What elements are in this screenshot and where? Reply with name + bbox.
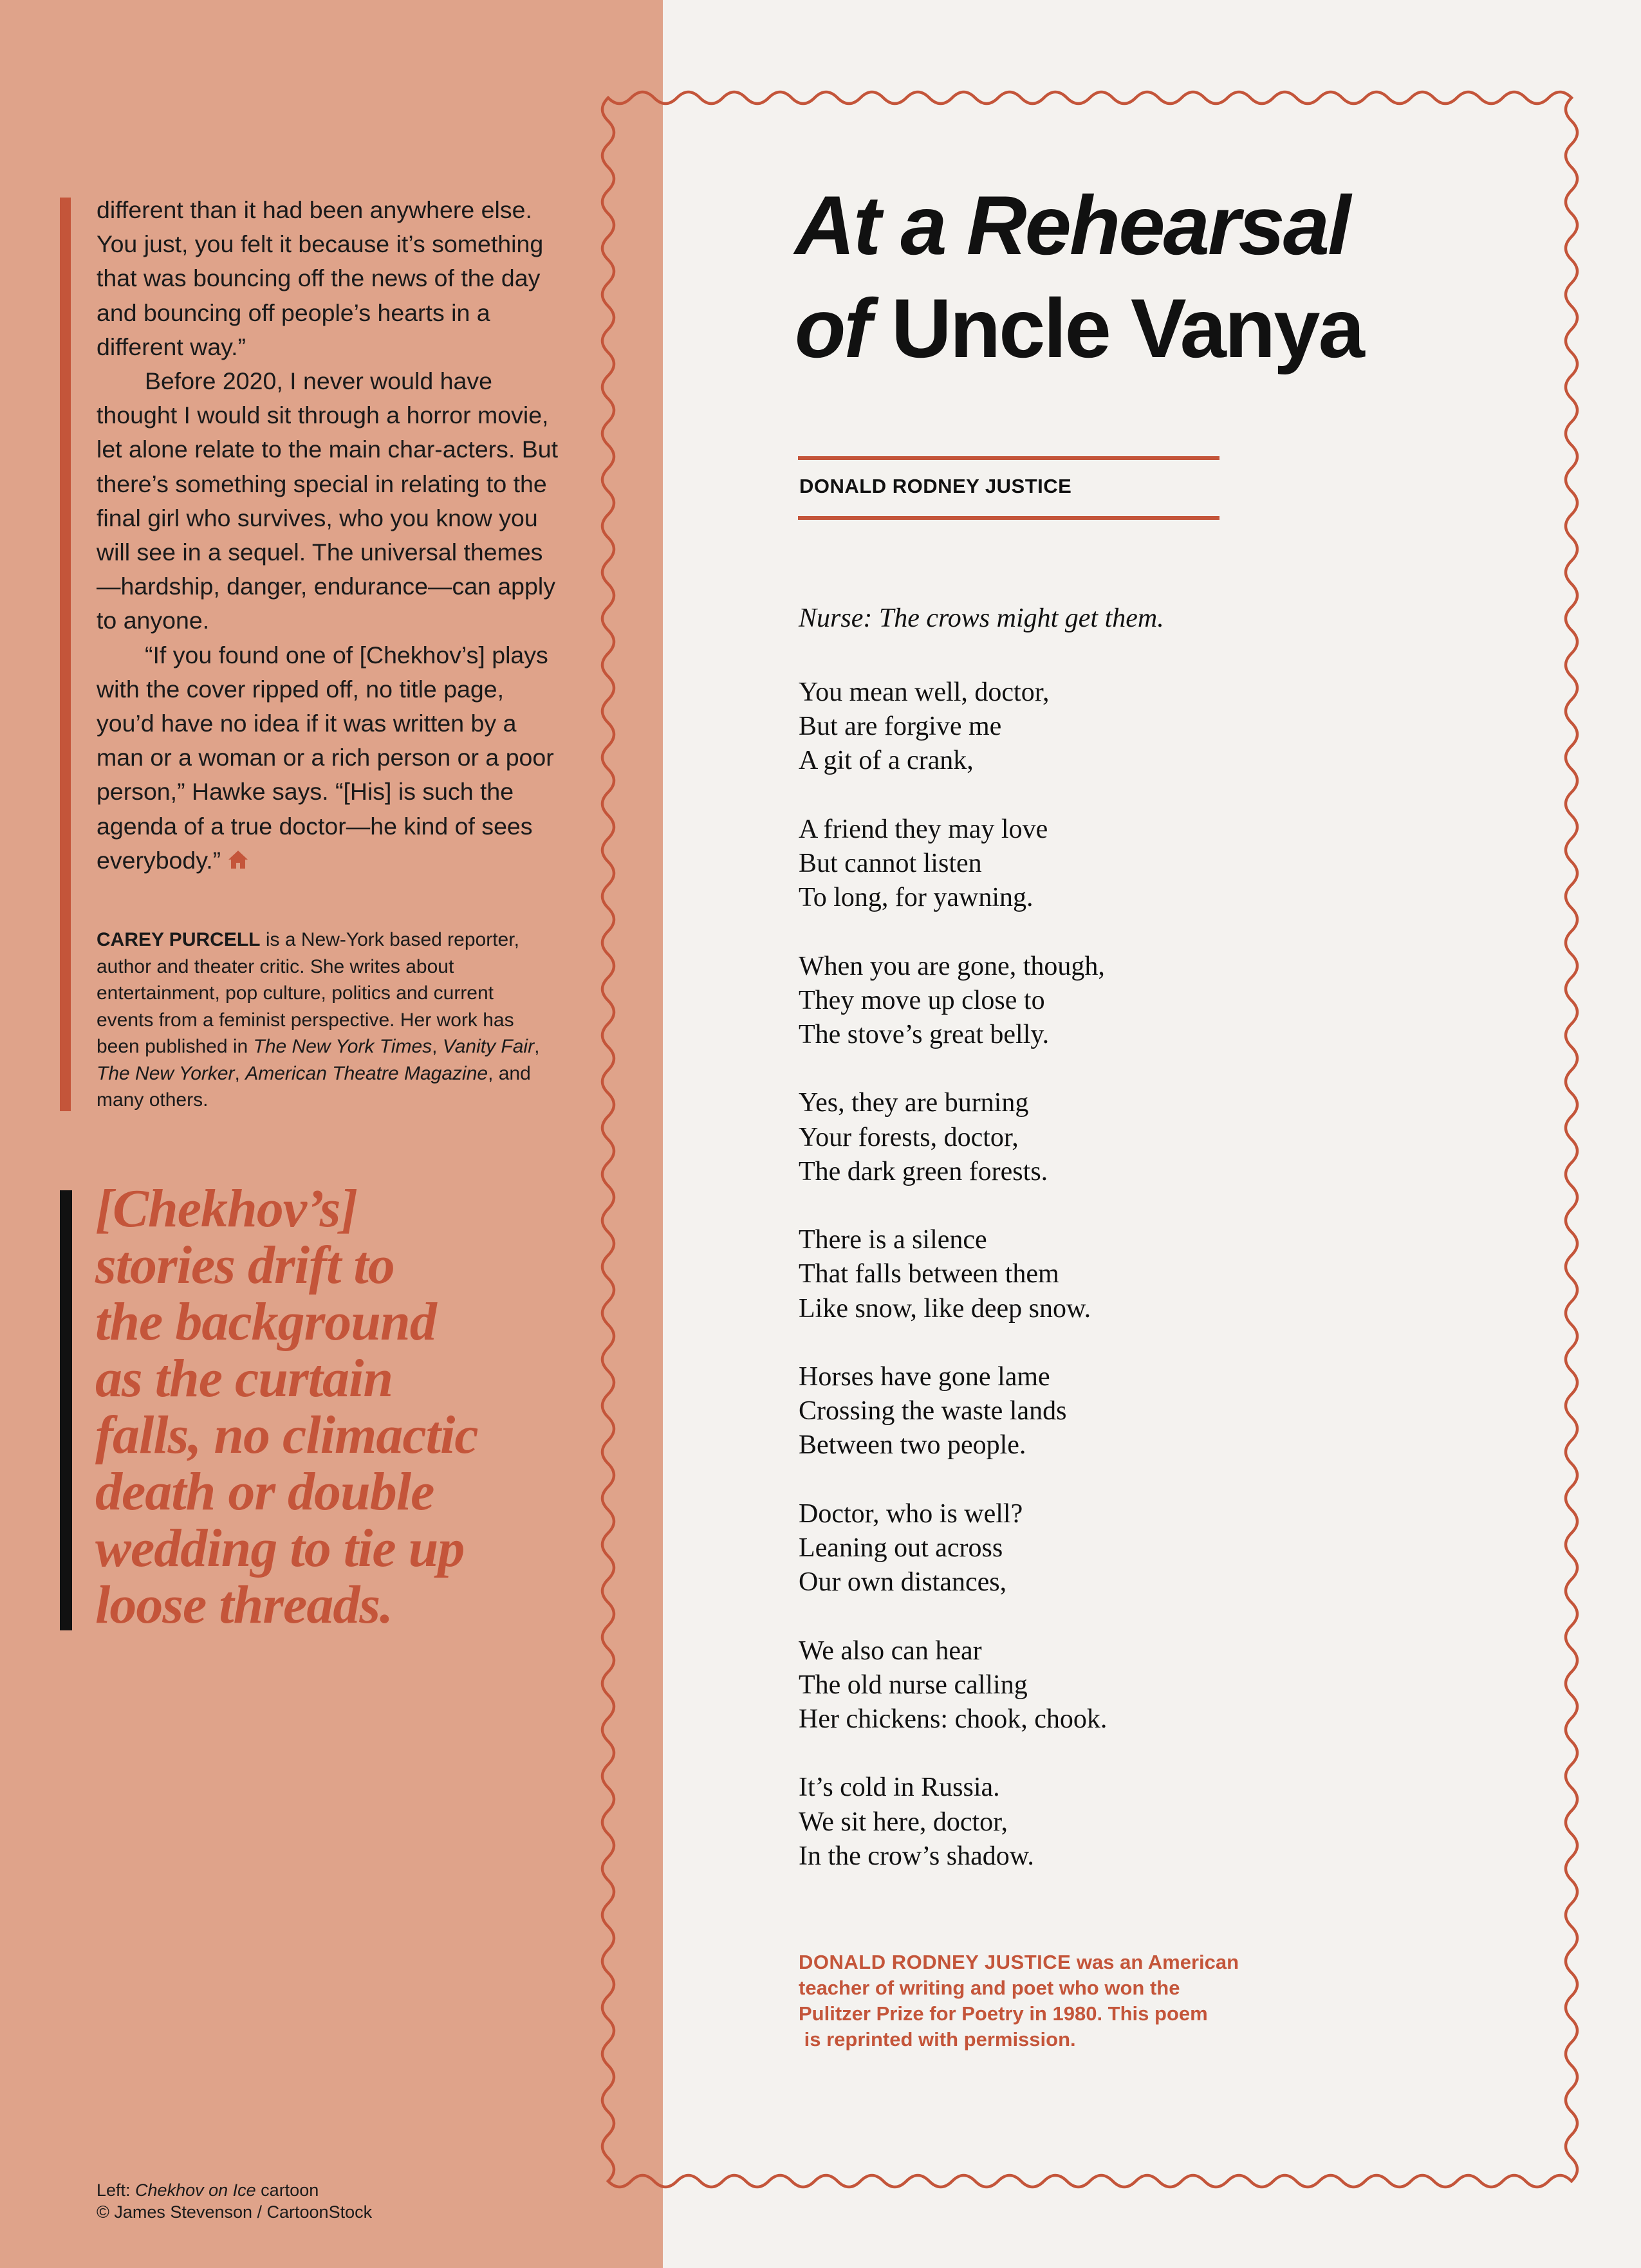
poem-line: Leaning out across <box>799 1533 1003 1563</box>
poem-stanza <box>799 1634 1378 1737</box>
pull-quote-line: loose threads. <box>95 1575 393 1635</box>
credit-title: Chekhov on Ice <box>135 2180 256 2200</box>
poet-bio-line <box>799 1950 1275 1975</box>
poem-line: The old nurse calling <box>799 1670 1028 1700</box>
pull-quote-line: the background <box>95 1292 436 1352</box>
title-fragment: Uncle Vanya <box>869 281 1363 375</box>
poem-line: It’s cold in Russia. <box>799 1773 1000 1803</box>
poem-body <box>799 676 1378 1908</box>
pull-quote-line: as the curtain <box>95 1349 393 1408</box>
separator: , <box>234 1062 246 1084</box>
poem-line: A git of a crank, <box>799 746 974 776</box>
poem-stanza <box>799 950 1378 1053</box>
credit-prefix: Left: <box>97 2180 136 2200</box>
article-paragraph-text: “If you found one of [Chekhov’s] plays with the cover ripped off, no title page, you’d have no idea if it was written by a man or a woman or a rich person or a poor person,” Hawke says. “[His] is such the agenda of a true doctor—he kind of sees everybody.” <box>97 641 554 874</box>
poem-line: But are forgive me <box>799 712 1002 742</box>
poem-line: That falls between them <box>799 1259 1059 1289</box>
pull-quote-line: stories drift to <box>95 1235 394 1295</box>
poem-line: They move up close to <box>799 985 1045 1015</box>
poem-title-line-2 <box>795 277 1438 380</box>
article-side-rule <box>60 198 71 1111</box>
article-body <box>97 193 560 878</box>
publication-name: Vanity Fair <box>442 1036 535 1057</box>
publication-name: American Theatre Magazine <box>245 1062 488 1084</box>
poem-line: You mean well, doctor, <box>799 678 1050 707</box>
poem-line: Horses have gone lame <box>799 1361 1050 1392</box>
poem-line: Your forests, doctor, <box>799 1122 1019 1152</box>
byline-bottom-rule <box>798 516 1219 520</box>
poem-line: There is a silence <box>799 1225 987 1255</box>
poem-line: We sit here, doctor, <box>799 1807 1008 1837</box>
author-name: CAREY PURCELL <box>97 929 261 950</box>
poem-line: But cannot listen <box>799 849 982 878</box>
poem-title-line-1 <box>795 174 1438 277</box>
poem-line: Her chickens: chook, chook. <box>799 1704 1108 1734</box>
poem-epigraph: Nurse: The crows might get them. <box>799 604 1164 633</box>
publication-name: The New Yorker <box>97 1062 235 1084</box>
poet-bio <box>799 1950 1275 2052</box>
poem-stanza <box>799 1360 1378 1463</box>
pull-quote-line: [Chekhov’s] <box>95 1179 358 1239</box>
pull-quote <box>95 1181 610 1634</box>
credit-suffix: cartoon <box>255 2180 319 2200</box>
pull-quote-line: death or double <box>95 1462 434 1522</box>
publication-name: The New York Times <box>253 1036 432 1057</box>
article-paragraph-last <box>97 638 560 878</box>
poem-line: Our own distances, <box>799 1567 1007 1598</box>
poem-line: The stove’s great belly. <box>799 1020 1050 1049</box>
poet-bio-text: was an American <box>1071 1951 1239 1973</box>
poem-line: Doctor, who is well? <box>799 1498 1023 1529</box>
poem-stanza <box>799 1771 1378 1874</box>
poem-stanza <box>799 1223 1378 1326</box>
image-credit <box>97 2179 547 2223</box>
author-bio-text: is a New-York based reporter, author and theater critic. She writes about entertainment, pop culture, politics and current events from a feminist perspective. Her work has been published in <box>97 929 519 1057</box>
title-fragment: of <box>795 281 870 375</box>
poem-stanza <box>799 1497 1378 1600</box>
pull-quote-line: falls, no climactic <box>95 1405 478 1465</box>
poet-name: DONALD RODNEY JUSTICE <box>799 1951 1071 1973</box>
separator: , <box>534 1036 540 1057</box>
separator: , <box>432 1036 443 1057</box>
article-paragraph: different than it had been anywhere else. You just, you felt it because it’s something that was bouncing off the news of the day and bouncing off people’s hearts in a different way.” <box>97 196 544 360</box>
image-credit-line-2: © James Stevenson / CartoonStock <box>97 2202 373 2222</box>
poem-line: Between two people. <box>799 1430 1026 1461</box>
poem-line: A friend they may love <box>799 814 1048 844</box>
author-bio-text: , and many others. <box>97 1062 531 1111</box>
poem-line: To long, for yawning. <box>799 883 1034 913</box>
poem-line: When you are gone, though, <box>799 951 1105 981</box>
poem-stanza <box>799 676 1378 779</box>
image-credit-line-1 <box>97 2179 547 2201</box>
poem-title <box>795 174 1438 380</box>
poem-line: Crossing the waste lands <box>799 1396 1067 1426</box>
title-fragment: At a <box>795 178 945 272</box>
poem-stanza <box>799 813 1378 916</box>
poem-line: Like snow, like deep snow. <box>799 1293 1091 1323</box>
poet-bio-line: Pulitzer Prize for Poetry in 1980. This poem <box>799 2002 1208 2025</box>
poem-line: We also can hear <box>799 1636 982 1666</box>
pull-quote-line: wedding to tie up <box>95 1518 465 1578</box>
poet-bio-line: teacher of writing and poet who won the <box>799 1977 1180 1999</box>
poem-line: The dark green forests. <box>799 1156 1048 1186</box>
pull-quote-rule <box>60 1190 72 1630</box>
poem-line: Yes, they are burning <box>799 1088 1029 1118</box>
byline-top-rule <box>798 456 1219 460</box>
poem-byline: DONALD RODNEY JUSTICE <box>799 475 1072 497</box>
author-bio <box>97 927 547 1114</box>
poem-line: In the crow’s shadow. <box>799 1841 1034 1871</box>
poet-bio-line: is reprinted with permission. <box>799 2028 1076 2051</box>
house-icon <box>227 849 249 870</box>
article-paragraph: Before 2020, I never would have thought I would sit through a horror movie, let alone relate to the main char-acters. But there’s something special in relating to the final girl who survives, who you know you will see in a sequel. The universal themes—hardship, danger, endurance—can apply to anyone. <box>97 367 559 634</box>
title-fragment: Rehearsal <box>945 178 1349 272</box>
poem-stanza <box>799 1086 1378 1189</box>
